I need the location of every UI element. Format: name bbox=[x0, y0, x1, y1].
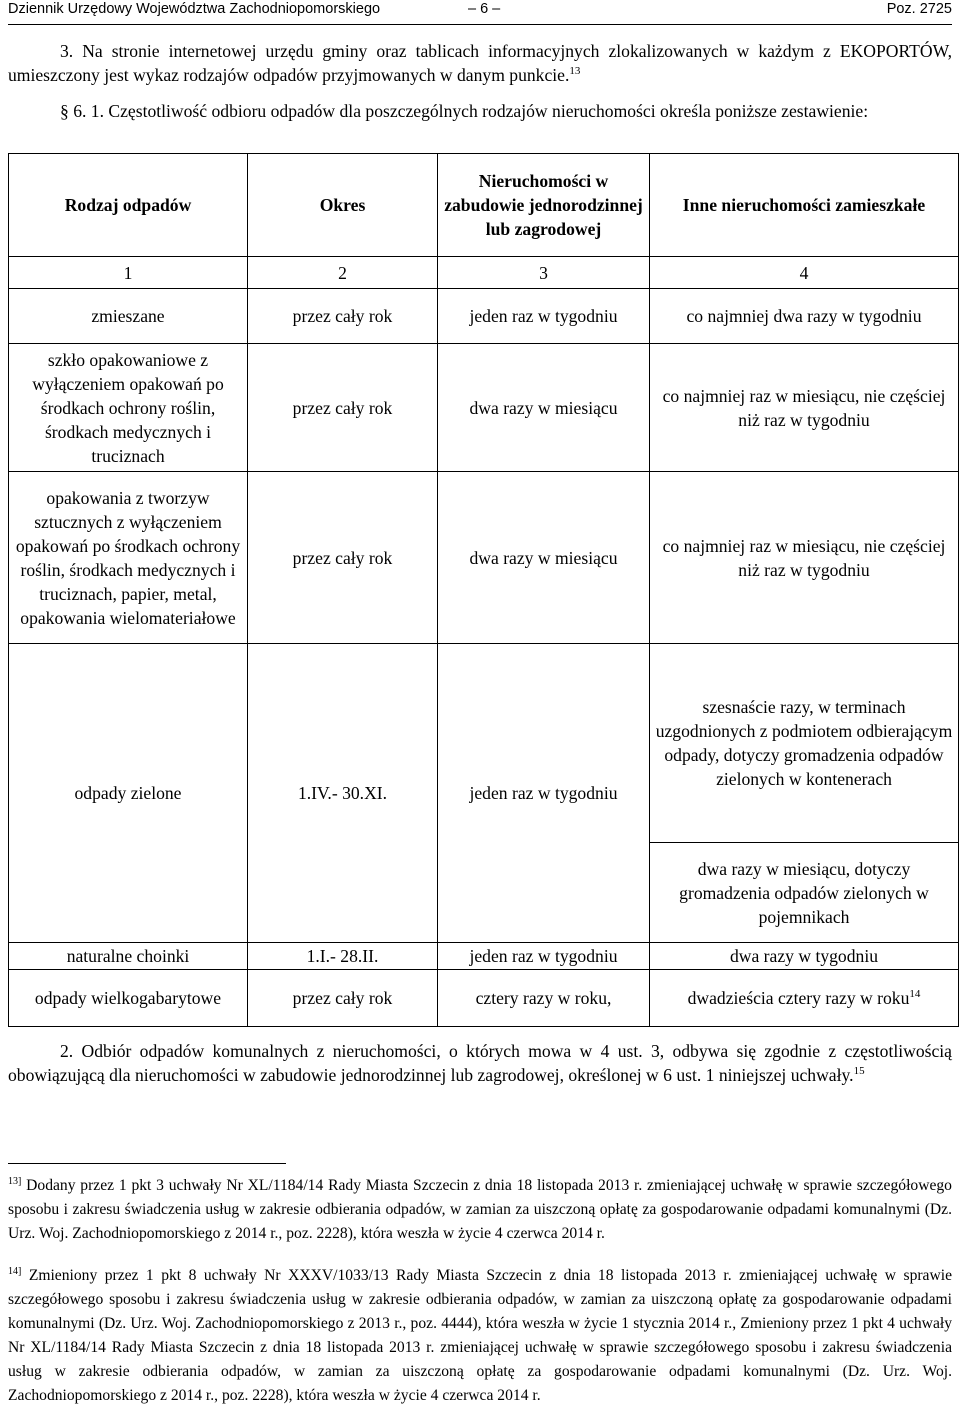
table-number-row bbox=[9, 257, 959, 289]
period-cell: przez cały rok bbox=[248, 472, 438, 644]
footnote-divider bbox=[8, 1163, 286, 1164]
single-family-cell: dwa razy w miesiącu bbox=[438, 472, 650, 644]
column-number: 3 bbox=[438, 257, 650, 289]
footnote-14 bbox=[8, 1264, 952, 1408]
single-family-cell: dwa razy w miesiącu bbox=[438, 344, 650, 472]
table-row bbox=[9, 644, 959, 843]
single-family-cell: jeden raz w tygodniu bbox=[438, 943, 650, 970]
footnote-ref-14[interactable]: 14 bbox=[909, 988, 921, 1001]
position-number: Poz. 2725 bbox=[886, 1, 952, 17]
period-cell: 1.IV.- 30.XI. bbox=[248, 644, 438, 943]
other-properties-cell bbox=[650, 970, 959, 1027]
other-properties-text: dwadzieścia cztery razy w roku bbox=[687, 988, 910, 1008]
footnote-mark: 14] bbox=[8, 1265, 22, 1277]
table-header-row bbox=[9, 154, 959, 257]
footnote-mark: 13] bbox=[8, 1175, 22, 1187]
column-number: 1 bbox=[9, 257, 248, 289]
page-header bbox=[8, 0, 952, 25]
waste-type-cell: odpady zielone bbox=[9, 644, 248, 943]
footnote-13 bbox=[8, 1174, 952, 1246]
collection-schedule-table bbox=[8, 153, 959, 1027]
single-family-cell: cztery razy w roku, bbox=[438, 970, 650, 1027]
footnote-ref-13[interactable]: 13 bbox=[569, 65, 581, 78]
page-number: – 6 – bbox=[468, 1, 501, 17]
paragraph-2-text: 2. Odbiór odpadów komunalnych z nieruchomości, o których mowa w 4 ust. 3, odbywa się zgodnie z częstotliwością obowiązującą dla nieruchomości w zabudowie jednorodzinnej lub zagrodowej, określonej w 6 ust. 1 niniejszej uchwały. bbox=[8, 1041, 952, 1085]
other-properties-cell: co najmniej dwa razy w tygodniu bbox=[650, 289, 959, 344]
journal-title: Dziennik Urzędowy Województwa Zachodniopomorskiego bbox=[8, 1, 381, 17]
table-row bbox=[9, 970, 959, 1027]
footnote-text: Dodany przez 1 pkt 3 uchwały Nr XL/1184/14 Rady Miasta Szczecin z dnia 18 listopada 2013 r. zmieniającej uchwałę w sprawie szczegółowego sposobu i zakresu świadczenia usług w zakresie odbierania odpadów, w zamian za uiszczoną opłatę za gospodarowanie odpadami komunalnymi (Dz. Urz. Woj. Zachodniopomorskiego z 2014 r., poz. 2228), która weszła w życie 4 czerwca 2014 r. bbox=[8, 1177, 952, 1242]
table-row bbox=[9, 943, 959, 970]
column-number: 2 bbox=[248, 257, 438, 289]
waste-type-cell: zmieszane bbox=[9, 289, 248, 344]
period-cell: 1.I.- 28.II. bbox=[248, 943, 438, 970]
table-row bbox=[9, 472, 959, 644]
footnote-ref-15[interactable]: 15 bbox=[853, 1065, 865, 1078]
header-other-properties: Inne nieruchomości zamieszkałe bbox=[650, 154, 959, 257]
other-properties-cell: co najmniej raz w miesiącu, nie częściej niż raz w tygodniu bbox=[650, 472, 959, 644]
header-single-family: Nieruchomości w zabudowie jednorodzinnej lub zagrodowej bbox=[438, 154, 650, 257]
other-properties-cell: dwa razy w miesiącu, dotyczy gromadzenia odpadów zielonych w pojemnikach bbox=[650, 843, 959, 943]
waste-type-cell: naturalne choinki bbox=[9, 943, 248, 970]
other-properties-cell: szesnaście razy, w terminach uzgodnionych z podmiotem odbierającym odpady, dotyczy gromadzenia odpadów zielonych w kontenerach bbox=[650, 644, 959, 843]
header-waste-type: Rodzaj odpadów bbox=[9, 154, 248, 257]
other-properties-cell: co najmniej raz w miesiącu, nie częściej niż raz w tygodniu bbox=[650, 344, 959, 472]
paragraph-3-text: 3. Na stronie internetowej urzędu gminy oraz tablicach informacyjnych zlokalizowanych w każdym z EKOPORTÓW, umieszczony jest wykaz rodzajów odpadów przyjmowanych w danym punkcie. bbox=[8, 41, 952, 85]
single-family-cell: jeden raz w tygodniu bbox=[438, 644, 650, 943]
single-family-cell: jeden raz w tygodniu bbox=[438, 289, 650, 344]
header-period: Okres bbox=[248, 154, 438, 257]
paragraph-2 bbox=[8, 1039, 952, 1087]
paragraph-3 bbox=[8, 39, 952, 87]
waste-type-cell: odpady wielkogabarytowe bbox=[9, 970, 248, 1027]
column-number: 4 bbox=[650, 257, 959, 289]
table-row bbox=[9, 344, 959, 472]
table-row bbox=[9, 289, 959, 344]
waste-type-cell: opakowania z tworzyw sztucznych z wyłączeniem opakowań po środkach ochrony roślin, środkach medycznych i truciznach, papier, metal, opakowania wielomateriałowe bbox=[9, 472, 248, 644]
period-cell: przez cały rok bbox=[248, 344, 438, 472]
other-properties-cell: dwa razy w tygodniu bbox=[650, 943, 959, 970]
footnote-text: Zmieniony przez 1 pkt 8 uchwały Nr XXXV/1033/13 Rady Miasta Szczecin z dnia 18 listopada 2013 r. zmieniającej uchwałę w sprawie szczegółowego sposobu i zakresu świadczenia usług w zakresie odbierania odpadów, w zamian za uiszczoną opłatę za gospodarowanie odpadami komunalnymi (Dz. Urz. Woj. Zachodniopomorskiego z 2013 r., poz. 4444), która weszła w życie 1 stycznia 2014 r., Zmieniony przez 1 pkt 4 uchwały Nr XL/1184/14 Rady Miasta Szczecin z dnia 18 listopada 2013 r. zmieniającej uchwałę w sprawie szczegółowego sposobu i zakresu świadczenia usług w zakresie odbierania odpadów, w zamian za uiszczoną opłatę za gospodarowanie odpadami komunalnymi (Dz. Urz. Woj. Zachodniopomorskiego z 2014 r., poz. 2228), która weszła w życie 4 czerwca 2014 r. bbox=[8, 1267, 952, 1404]
period-cell: przez cały rok bbox=[248, 289, 438, 344]
period-cell: przez cały rok bbox=[248, 970, 438, 1027]
waste-type-cell: szkło opakowaniowe z wyłączeniem opakowań po środkach ochrony roślin, środkach medycznych i truciznach bbox=[9, 344, 248, 472]
section-6-1: § 6. 1. Częstotliwość odbioru odpadów dla poszczególnych rodzajów nieruchomości określa poniższe zestawienie: bbox=[60, 101, 869, 121]
